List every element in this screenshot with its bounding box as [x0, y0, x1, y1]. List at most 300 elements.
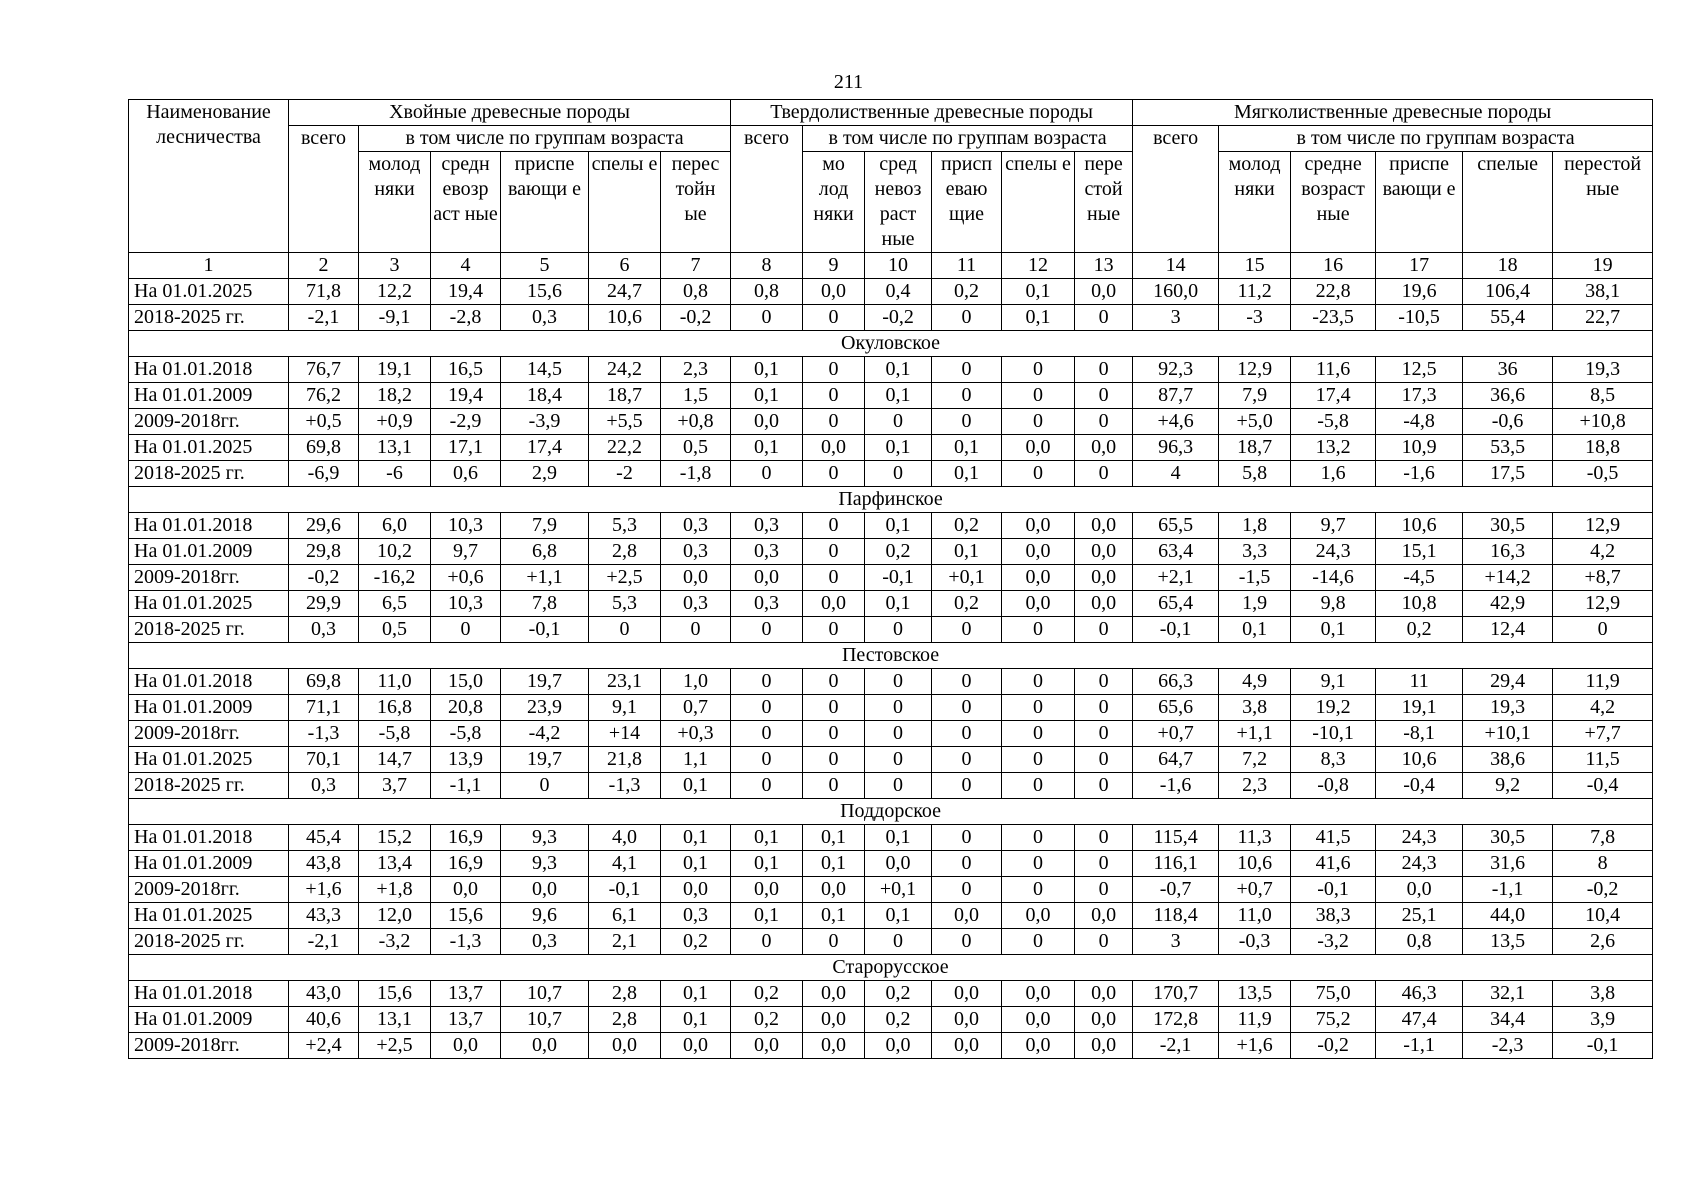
table-cell: -3,2 [359, 929, 431, 955]
header-sub: молод няки [359, 152, 431, 253]
table-cell: +0,3 [661, 721, 731, 747]
header-sub: приспе вающи е [501, 152, 589, 253]
table-cell: 29,6 [289, 513, 359, 539]
table-cell: 0 [932, 357, 1002, 383]
table-cell: 11,0 [359, 669, 431, 695]
table-cell: 2,3 [1219, 773, 1291, 799]
table-cell: -0,2 [1291, 1033, 1376, 1059]
table-cell: 46,3 [1376, 981, 1463, 1007]
row-label: На 01.01.2018 [129, 825, 289, 851]
table-cell: 11,3 [1219, 825, 1291, 851]
table-cell: 116,1 [1133, 851, 1219, 877]
table-cell: +14 [589, 721, 661, 747]
table-cell: 160,0 [1133, 279, 1219, 305]
header-by-age: в том числе по группам возраста [1219, 126, 1653, 152]
table-cell: 38,6 [1463, 747, 1553, 773]
table-cell: +10,8 [1553, 409, 1653, 435]
table-cell: 4,2 [1553, 539, 1653, 565]
table-cell: +5,5 [589, 409, 661, 435]
table-cell: -1,3 [589, 773, 661, 799]
table-cell: 0 [1075, 383, 1133, 409]
table-cell: 9,8 [1291, 591, 1376, 617]
table-cell: +1,6 [289, 877, 359, 903]
table-cell: 9,7 [431, 539, 501, 565]
column-number: 2 [289, 253, 359, 279]
table-cell: 15,6 [359, 981, 431, 1007]
forestry-name: Окуловское [129, 331, 1653, 357]
table-cell: 0 [1002, 383, 1075, 409]
table-cell: 29,4 [1463, 669, 1553, 695]
forestry-name: Поддорское [129, 799, 1653, 825]
table-cell: -0,7 [1133, 877, 1219, 903]
table-cell: 11,9 [1553, 669, 1653, 695]
table-row [129, 591, 1653, 617]
table-cell: 6,5 [359, 591, 431, 617]
table-cell: 24,2 [589, 357, 661, 383]
forestry-group-row [129, 955, 1653, 981]
table-cell: -5,8 [431, 721, 501, 747]
row-label: На 01.01.2009 [129, 383, 289, 409]
table-cell: 23,1 [589, 669, 661, 695]
table-cell: 0 [803, 695, 865, 721]
table-cell: 2,3 [661, 357, 731, 383]
column-number: 13 [1075, 253, 1133, 279]
table-cell: 24,3 [1376, 851, 1463, 877]
table-cell: +0,6 [431, 565, 501, 591]
row-label: На 01.01.2018 [129, 513, 289, 539]
table-cell: 0 [865, 461, 932, 487]
table-cell: 0,1 [865, 357, 932, 383]
table-cell: 41,6 [1291, 851, 1376, 877]
forestry-group-row [129, 487, 1653, 513]
table-cell: 53,5 [1463, 435, 1553, 461]
table-cell: 0,0 [431, 877, 501, 903]
table-cell: 106,4 [1463, 279, 1553, 305]
table-cell: -2,1 [1133, 1033, 1219, 1059]
column-number: 15 [1219, 253, 1291, 279]
table-cell: 69,8 [289, 669, 359, 695]
table-cell: -0,1 [501, 617, 589, 643]
table-cell: -0,2 [865, 305, 932, 331]
table-cell: 0,4 [865, 279, 932, 305]
table-cell: -0,2 [661, 305, 731, 331]
table-cell: 0,0 [932, 1033, 1002, 1059]
table-cell: +0,5 [289, 409, 359, 435]
table-cell: 87,7 [1133, 383, 1219, 409]
table-cell: 0 [803, 539, 865, 565]
table-cell: -10,5 [1376, 305, 1463, 331]
table-cell: 0,1 [661, 1007, 731, 1033]
table-cell: 38,1 [1553, 279, 1653, 305]
table-cell: 0 [731, 747, 803, 773]
forestry-group-row [129, 799, 1653, 825]
table-cell: 24,3 [1376, 825, 1463, 851]
table-cell: 0,0 [1075, 435, 1133, 461]
table-cell: 17,3 [1376, 383, 1463, 409]
table-cell: 0,1 [1291, 617, 1376, 643]
column-numbers-row [129, 253, 1653, 279]
table-cell: 0,0 [865, 1033, 932, 1059]
table-row [129, 747, 1653, 773]
header-sub: приспе вающи е [1376, 152, 1463, 253]
table-cell: 13,9 [431, 747, 501, 773]
header-sub: спелы е [589, 152, 661, 253]
row-label: На 01.01.2025 [129, 279, 289, 305]
table-cell: 0,1 [661, 981, 731, 1007]
table-cell: 0,2 [865, 981, 932, 1007]
table-cell: 0,0 [803, 1033, 865, 1059]
table-cell: 0 [932, 747, 1002, 773]
table-cell: +7,7 [1553, 721, 1653, 747]
table-cell: 19,6 [1376, 279, 1463, 305]
table-cell: 19,1 [1376, 695, 1463, 721]
table-cell: 40,6 [289, 1007, 359, 1033]
table-cell: -3 [1219, 305, 1291, 331]
table-cell: +14,2 [1463, 565, 1553, 591]
table-cell: 15,0 [431, 669, 501, 695]
table-cell: 0,2 [865, 539, 932, 565]
table-cell: 0 [932, 851, 1002, 877]
table-cell: 0 [731, 929, 803, 955]
table-cell: 0,2 [731, 981, 803, 1007]
table-cell: 0,1 [731, 435, 803, 461]
table-row [129, 305, 1653, 331]
header-sub: перестой ные [1553, 152, 1653, 253]
table-cell: 0 [1002, 929, 1075, 955]
table-cell: 70,1 [289, 747, 359, 773]
table-cell: 0 [1075, 461, 1133, 487]
table-row [129, 981, 1653, 1007]
header-total: всего [731, 126, 803, 253]
table-cell: 0,5 [359, 617, 431, 643]
table-cell: 1,6 [1291, 461, 1376, 487]
table-cell: 0,0 [1002, 1033, 1075, 1059]
header-sub: спелы е [1002, 152, 1075, 253]
table-cell: 0 [932, 669, 1002, 695]
table-cell: 14,7 [359, 747, 431, 773]
table-cell: 0,6 [431, 461, 501, 487]
table-row [129, 435, 1653, 461]
table-cell: 0 [1002, 773, 1075, 799]
table-cell: 13,7 [431, 981, 501, 1007]
table-cell: 6,1 [589, 903, 661, 929]
table-cell: -1,1 [1376, 1033, 1463, 1059]
table-cell: 0 [865, 669, 932, 695]
table-cell: 3 [1133, 305, 1219, 331]
table-cell: -23,5 [1291, 305, 1376, 331]
table-cell: 0 [803, 929, 865, 955]
column-number: 5 [501, 253, 589, 279]
table-cell: 19,7 [501, 669, 589, 695]
table-cell: 0,5 [661, 435, 731, 461]
table-cell: 64,7 [1133, 747, 1219, 773]
table-cell: -0,1 [589, 877, 661, 903]
header-sub: присп еваю щие [932, 152, 1002, 253]
table-cell: 0 [932, 383, 1002, 409]
table-cell: 0 [865, 929, 932, 955]
table-cell: 0,3 [731, 539, 803, 565]
table-cell: 0 [932, 695, 1002, 721]
table-cell: 75,0 [1291, 981, 1376, 1007]
table-cell: 19,4 [431, 279, 501, 305]
table-cell: 10,3 [431, 591, 501, 617]
table-cell: 0 [865, 409, 932, 435]
row-label: 2018-2025 гг. [129, 461, 289, 487]
table-row [129, 669, 1653, 695]
table-cell: +1,1 [501, 565, 589, 591]
table-cell: 0,7 [661, 695, 731, 721]
table-cell: 0 [932, 929, 1002, 955]
table-cell: 47,4 [1376, 1007, 1463, 1033]
row-label: На 01.01.2018 [129, 669, 289, 695]
table-cell: 0,0 [1075, 903, 1133, 929]
table-cell: 36 [1463, 357, 1553, 383]
table-cell: 0,1 [731, 903, 803, 929]
table-cell: 4,9 [1219, 669, 1291, 695]
table-cell: -2,1 [289, 305, 359, 331]
table-row [129, 461, 1653, 487]
table-cell: 20,8 [431, 695, 501, 721]
table-row [129, 565, 1653, 591]
table-cell: 12,4 [1463, 617, 1553, 643]
table-cell: -9,1 [359, 305, 431, 331]
table-cell: 0 [803, 461, 865, 487]
table-cell: 0,0 [731, 877, 803, 903]
table-cell: -8,1 [1376, 721, 1463, 747]
table-cell: 0,0 [731, 409, 803, 435]
row-label: На 01.01.2009 [129, 851, 289, 877]
table-cell: 65,4 [1133, 591, 1219, 617]
header-total: всего [1133, 126, 1219, 253]
table-cell: 0,0 [803, 591, 865, 617]
table-cell: -0,1 [1553, 1033, 1653, 1059]
table-row [129, 903, 1653, 929]
table-cell: 0,0 [1376, 877, 1463, 903]
table-cell: 0 [932, 721, 1002, 747]
table-cell: 0 [803, 305, 865, 331]
table-cell: +0,1 [865, 877, 932, 903]
table-cell: 0,0 [1002, 1007, 1075, 1033]
table-cell: 5,3 [589, 591, 661, 617]
table-cell: 1,5 [661, 383, 731, 409]
table-cell: 13,7 [431, 1007, 501, 1033]
table-cell: 13,1 [359, 1007, 431, 1033]
table-cell: 9,3 [501, 851, 589, 877]
table-cell: +2,5 [589, 565, 661, 591]
table-cell: 0,1 [731, 357, 803, 383]
table-cell: 0 [1002, 877, 1075, 903]
table-cell: 15,1 [1376, 539, 1463, 565]
table-cell: 0 [1075, 929, 1133, 955]
table-cell: -0,2 [289, 565, 359, 591]
table-cell: 10,4 [1553, 903, 1653, 929]
table-cell: 0 [803, 721, 865, 747]
table-cell: -5,8 [359, 721, 431, 747]
table-cell: -2,3 [1463, 1033, 1553, 1059]
table-cell: 3 [1133, 929, 1219, 955]
table-cell: 19,3 [1553, 357, 1653, 383]
row-label: На 01.01.2025 [129, 435, 289, 461]
table-cell: 11 [1376, 669, 1463, 695]
table-cell: 41,5 [1291, 825, 1376, 851]
table-cell: 0,0 [589, 1033, 661, 1059]
table-cell: 11,9 [1219, 1007, 1291, 1033]
table-row [129, 851, 1653, 877]
table-row [129, 695, 1653, 721]
table-cell: 0 [1002, 669, 1075, 695]
table-cell: +2,1 [1133, 565, 1219, 591]
table-cell: 0,2 [932, 513, 1002, 539]
table-cell: 19,7 [501, 747, 589, 773]
table-cell: 0,0 [1075, 565, 1133, 591]
table-cell: 19,4 [431, 383, 501, 409]
row-label: 2018-2025 гг. [129, 617, 289, 643]
table-cell: 0,0 [1002, 539, 1075, 565]
table-cell: 0,0 [1075, 1007, 1133, 1033]
table-cell: 19,3 [1463, 695, 1553, 721]
table-row [129, 617, 1653, 643]
table-cell: +5,0 [1219, 409, 1291, 435]
table-cell: -6,9 [289, 461, 359, 487]
table-cell: 0 [1002, 409, 1075, 435]
header-sub: молод няки [1219, 152, 1291, 253]
table-cell: 0 [803, 617, 865, 643]
table-cell: 45,4 [289, 825, 359, 851]
column-number: 4 [431, 253, 501, 279]
table-cell: 1,9 [1219, 591, 1291, 617]
table-cell: 11,6 [1291, 357, 1376, 383]
table-cell: 3,9 [1553, 1007, 1653, 1033]
table-cell: 0 [1002, 721, 1075, 747]
table-cell: 0 [803, 357, 865, 383]
table-cell: 0 [932, 773, 1002, 799]
column-number: 17 [1376, 253, 1463, 279]
table-cell: 32,1 [1463, 981, 1553, 1007]
table-cell: 0,8 [661, 279, 731, 305]
table-cell: 0 [932, 305, 1002, 331]
table-cell: -0,1 [1291, 877, 1376, 903]
table-cell: 16,8 [359, 695, 431, 721]
table-cell: 9,7 [1291, 513, 1376, 539]
table-cell: 0,0 [661, 565, 731, 591]
header-name: Наименование лесничества [129, 100, 289, 253]
table-cell: 9,1 [589, 695, 661, 721]
table-cell: 7,8 [501, 591, 589, 617]
forestry-name: Пестовское [129, 643, 1653, 669]
table-cell: 36,6 [1463, 383, 1553, 409]
column-number: 11 [932, 253, 1002, 279]
table-row [129, 1033, 1653, 1059]
column-number: 14 [1133, 253, 1219, 279]
table-cell: 0,3 [501, 929, 589, 955]
table-cell: 2,1 [589, 929, 661, 955]
row-label: На 01.01.2018 [129, 357, 289, 383]
table-cell: 0 [661, 617, 731, 643]
table-cell: 0,0 [1075, 1033, 1133, 1059]
table-cell: 21,8 [589, 747, 661, 773]
table-cell: 15,6 [431, 903, 501, 929]
table-cell: -3,9 [501, 409, 589, 435]
table-cell: 0,0 [803, 435, 865, 461]
column-number: 7 [661, 253, 731, 279]
table-cell: 16,5 [431, 357, 501, 383]
table-row [129, 409, 1653, 435]
table-cell: -2,9 [431, 409, 501, 435]
table-cell: 0,1 [1002, 305, 1075, 331]
table-cell: 0 [803, 669, 865, 695]
table-cell: +0,9 [359, 409, 431, 435]
table-cell: 0 [731, 695, 803, 721]
table-cell: 0 [1075, 669, 1133, 695]
row-label: На 01.01.2025 [129, 903, 289, 929]
table-cell: +1,6 [1219, 1033, 1291, 1059]
table-cell: 0,0 [1075, 513, 1133, 539]
table-cell: 69,8 [289, 435, 359, 461]
table-cell: 0,1 [803, 825, 865, 851]
table-cell: 0,0 [932, 981, 1002, 1007]
table-cell: 0 [1075, 305, 1133, 331]
forest-age-table [128, 99, 1653, 1059]
table-cell: +0,1 [932, 565, 1002, 591]
table-cell: 12,9 [1553, 513, 1653, 539]
table-cell: 0,1 [1002, 279, 1075, 305]
table-cell: 0 [1002, 461, 1075, 487]
table-cell: 7,2 [1219, 747, 1291, 773]
table-cell: 65,6 [1133, 695, 1219, 721]
header-hardwood: Твердолиственные древесные породы [731, 100, 1133, 126]
table-cell: 76,2 [289, 383, 359, 409]
table-cell: 0,3 [731, 591, 803, 617]
table-cell: 0,1 [865, 591, 932, 617]
table-cell: -1,1 [1463, 877, 1553, 903]
table-cell: 0 [865, 747, 932, 773]
table-cell: 0,0 [1075, 981, 1133, 1007]
table-row [129, 383, 1653, 409]
table-cell: -1,3 [289, 721, 359, 747]
table-cell: +2,5 [359, 1033, 431, 1059]
table-cell: 0,2 [731, 1007, 803, 1033]
table-cell: 0,1 [865, 825, 932, 851]
table-cell: 5,3 [589, 513, 661, 539]
table-cell: 11,5 [1553, 747, 1653, 773]
table-cell: 0 [932, 409, 1002, 435]
row-label: 2009-2018гг. [129, 409, 289, 435]
table-cell: -16,2 [359, 565, 431, 591]
table-cell: 0,0 [1002, 903, 1075, 929]
table-cell: 96,3 [1133, 435, 1219, 461]
table-cell: 34,4 [1463, 1007, 1553, 1033]
table-cell: 0 [865, 773, 932, 799]
table-cell: 63,4 [1133, 539, 1219, 565]
header-sub: средне возраст ные [1291, 152, 1376, 253]
table-cell: 0,0 [803, 877, 865, 903]
table-cell: 1,1 [661, 747, 731, 773]
table-cell: -1,6 [1376, 461, 1463, 487]
table-cell: 0 [803, 513, 865, 539]
table-cell: 12,9 [1553, 591, 1653, 617]
table-cell: 0,0 [932, 1007, 1002, 1033]
column-number: 9 [803, 253, 865, 279]
table-cell: 0,0 [1002, 565, 1075, 591]
table-cell: -4,2 [501, 721, 589, 747]
table-cell: 55,4 [1463, 305, 1553, 331]
table-cell: 0 [1075, 409, 1133, 435]
table-cell: -1,6 [1133, 773, 1219, 799]
table-cell: 75,2 [1291, 1007, 1376, 1033]
table-cell: 4,1 [589, 851, 661, 877]
table-cell: 10,2 [359, 539, 431, 565]
table-cell: 0,2 [1376, 617, 1463, 643]
